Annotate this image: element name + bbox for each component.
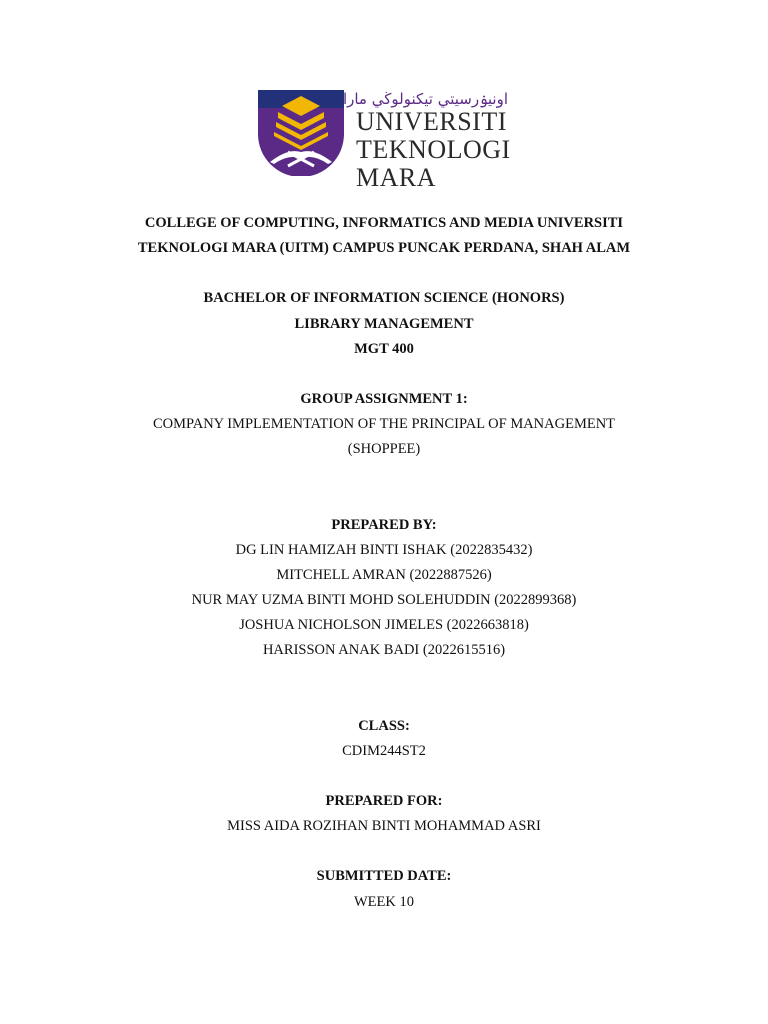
cover-content	[0, 211, 768, 915]
class-heading: CLASS:	[358, 717, 410, 734]
member-name: DG LIN HAMIZAH BINTI ISHAK (2022835432)	[235, 541, 533, 558]
logo-line-3: MARA	[356, 163, 437, 192]
assignment-heading: GROUP ASSIGNMENT 1:	[300, 390, 468, 407]
degree-title: BACHELOR OF INFORMATION SCIENCE (HONORS)	[203, 290, 565, 307]
course-code: MGT 400	[354, 340, 414, 357]
logo-wordmark	[356, 107, 511, 194]
prepared-for-value: MISS AIDA ROZIHAN BINTI MOHAMMAD ASRI	[227, 818, 541, 835]
submitted-date-heading: SUBMITTED DATE:	[316, 868, 452, 885]
submitted-date-value: WEEK 10	[354, 893, 414, 910]
prepared-for-heading: PREPARED FOR:	[325, 793, 443, 809]
college-line-2: TEKNOLOGI MARA (UITM) CAMPUS PUNCAK PERDANA, SHAH ALAM	[137, 240, 631, 257]
member-name: JOSHUA NICHOLSON JIMELES (2022663818)	[239, 617, 529, 634]
assignment-title-line-1: COMPANY IMPLEMENTATION OF THE PRINCIPAL OF MANAGEMENT	[152, 416, 616, 433]
member-name: NUR MAY UZMA BINTI MOHD SOLEHUDDIN (2022899368)	[191, 592, 577, 609]
member-name: HARISSON ANAK BADI (2022615516)	[262, 642, 506, 659]
prepared-by-heading: PREPARED BY:	[331, 516, 437, 533]
member-name: MITCHELL AMRAN (2022887526)	[276, 566, 492, 583]
logo-line-2: TEKNOLOGI	[356, 135, 511, 164]
university-logo	[258, 88, 514, 192]
assignment-title-line-2: (SHOPPEE)	[347, 441, 421, 458]
logo-line-1: UNIVERSITI	[356, 107, 507, 136]
class-value: CDIM244ST2	[342, 742, 426, 759]
uitm-emblem-icon	[258, 90, 344, 176]
logo-jawi-script: اونيۏرسيتي تيكنولوڬي مارا	[342, 90, 508, 108]
field-title: LIBRARY MANAGEMENT	[294, 315, 474, 332]
college-line-1: COLLEGE OF COMPUTING, INFORMATICS AND MEDIA UNIVERSITI	[144, 215, 624, 231]
